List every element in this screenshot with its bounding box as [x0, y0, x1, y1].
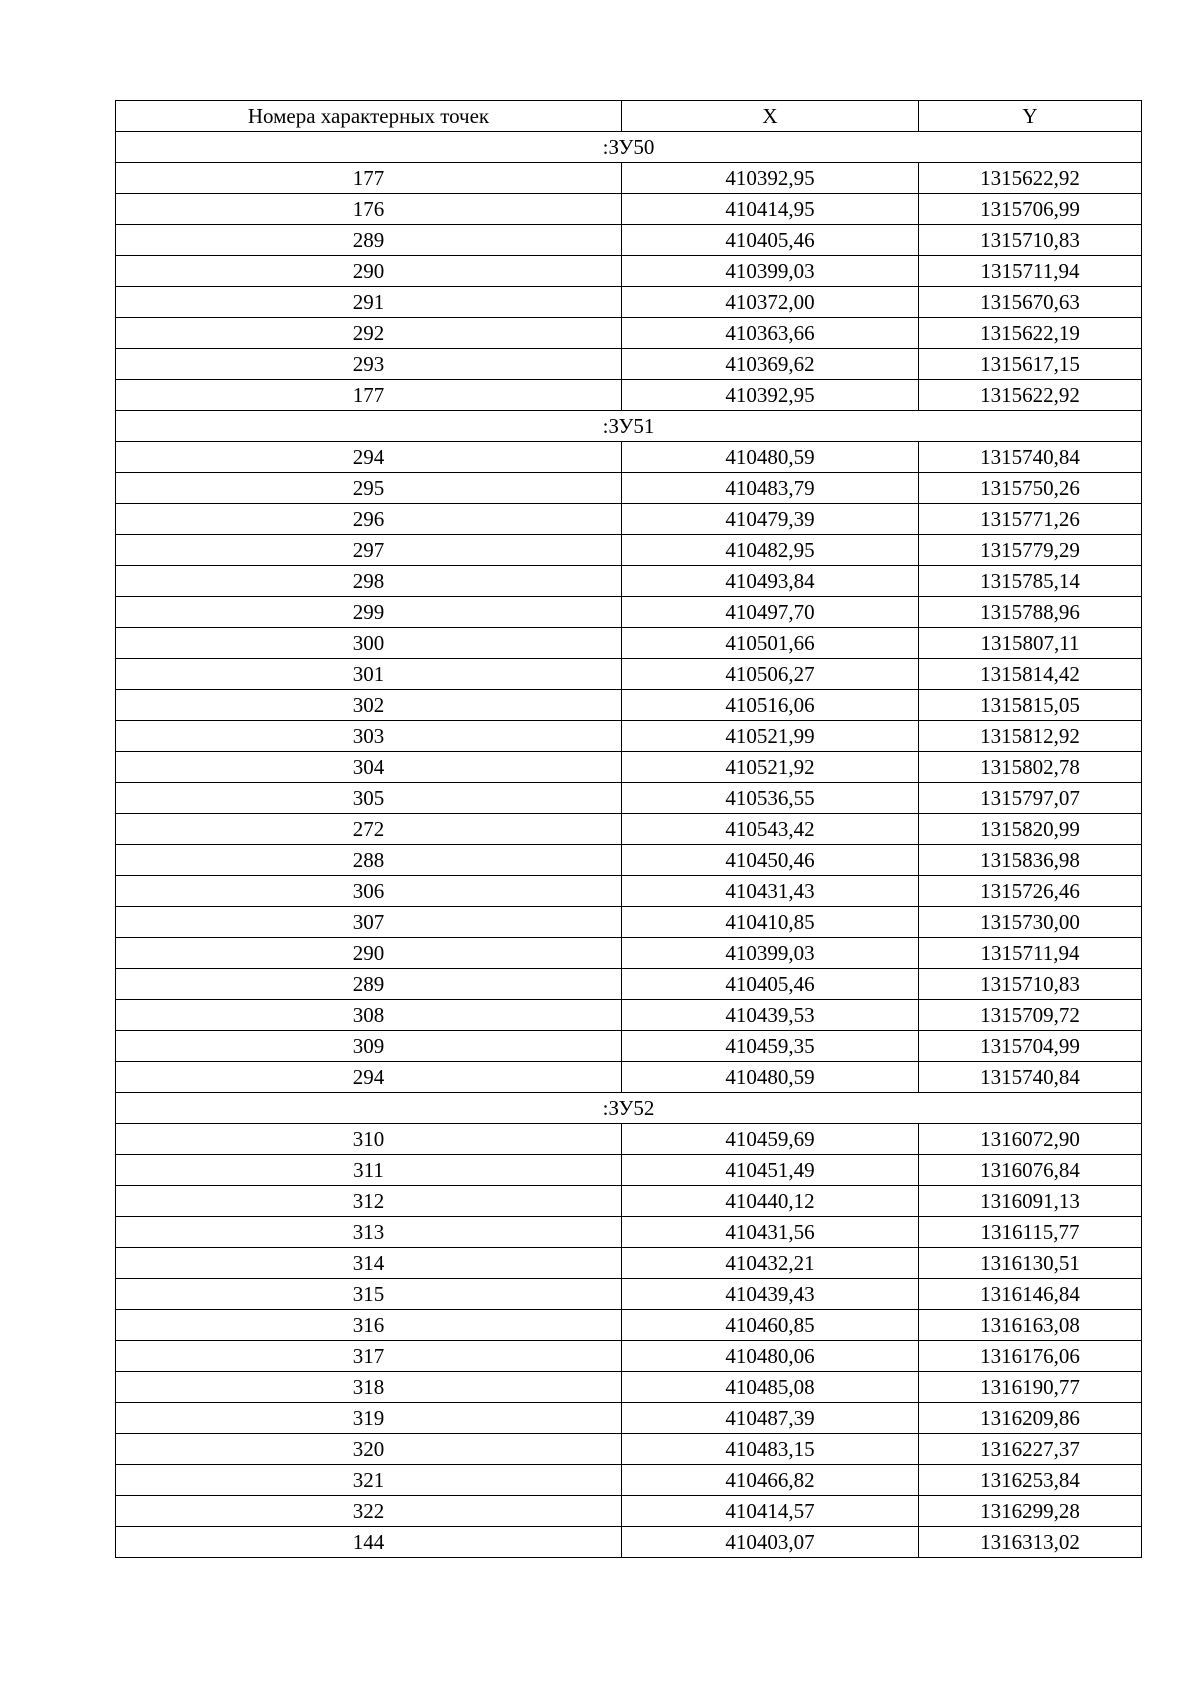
point-number-cell: 310: [116, 1124, 622, 1155]
x-coordinate-cell: 410501,66: [622, 628, 919, 659]
y-coordinate-cell: 1316253,84: [919, 1465, 1142, 1496]
point-number-cell: 313: [116, 1217, 622, 1248]
point-number-cell: 295: [116, 473, 622, 504]
y-coordinate-cell: 1315730,00: [919, 907, 1142, 938]
y-coordinate-cell: 1315711,94: [919, 256, 1142, 287]
table-row: [116, 1062, 1142, 1093]
point-number-cell: 299: [116, 597, 622, 628]
table-row: [116, 1155, 1142, 1186]
y-coordinate-cell: 1316313,02: [919, 1527, 1142, 1558]
point-number-cell: 289: [116, 969, 622, 1000]
y-coordinate-cell: 1315710,83: [919, 225, 1142, 256]
y-coordinate-cell: 1315788,96: [919, 597, 1142, 628]
table-row: [116, 628, 1142, 659]
point-number-cell: 322: [116, 1496, 622, 1527]
y-coordinate-cell: 1315750,26: [919, 473, 1142, 504]
coordinates-table: [115, 100, 1142, 1558]
y-coordinate-cell: 1315622,92: [919, 163, 1142, 194]
y-coordinate-cell: 1315815,05: [919, 690, 1142, 721]
y-coordinate-cell: 1315704,99: [919, 1031, 1142, 1062]
header-point-numbers: Номера характерных точек: [116, 101, 622, 132]
point-number-cell: 304: [116, 752, 622, 783]
y-coordinate-cell: 1315785,14: [919, 566, 1142, 597]
table-row: [116, 1310, 1142, 1341]
point-number-cell: 291: [116, 287, 622, 318]
table-row: [116, 814, 1142, 845]
section-row: [116, 1093, 1142, 1124]
x-coordinate-cell: 410414,95: [622, 194, 919, 225]
point-number-cell: 272: [116, 814, 622, 845]
y-coordinate-cell: 1315706,99: [919, 194, 1142, 225]
table-row: [116, 504, 1142, 535]
point-number-cell: 177: [116, 380, 622, 411]
x-coordinate-cell: 410431,43: [622, 876, 919, 907]
table-row: [116, 969, 1142, 1000]
x-coordinate-cell: 410460,85: [622, 1310, 919, 1341]
point-number-cell: 292: [116, 318, 622, 349]
x-coordinate-cell: 410485,08: [622, 1372, 919, 1403]
y-coordinate-cell: 1315771,26: [919, 504, 1142, 535]
y-coordinate-cell: 1315726,46: [919, 876, 1142, 907]
point-number-cell: 293: [116, 349, 622, 380]
x-coordinate-cell: 410479,39: [622, 504, 919, 535]
table-row: [116, 1124, 1142, 1155]
table-row: [116, 1465, 1142, 1496]
point-number-cell: 314: [116, 1248, 622, 1279]
x-coordinate-cell: 410543,42: [622, 814, 919, 845]
table-row: [116, 938, 1142, 969]
x-coordinate-cell: 410536,55: [622, 783, 919, 814]
x-coordinate-cell: 410439,43: [622, 1279, 919, 1310]
x-coordinate-cell: 410483,15: [622, 1434, 919, 1465]
x-coordinate-cell: 410369,62: [622, 349, 919, 380]
x-coordinate-cell: 410405,46: [622, 225, 919, 256]
y-coordinate-cell: 1316076,84: [919, 1155, 1142, 1186]
x-coordinate-cell: 410497,70: [622, 597, 919, 628]
table-row: [116, 194, 1142, 225]
x-coordinate-cell: 410432,21: [622, 1248, 919, 1279]
header-y: Y: [919, 101, 1142, 132]
table-row: [116, 163, 1142, 194]
y-coordinate-cell: 1316130,51: [919, 1248, 1142, 1279]
y-coordinate-cell: 1316072,90: [919, 1124, 1142, 1155]
table-row: [116, 752, 1142, 783]
point-number-cell: 320: [116, 1434, 622, 1465]
y-coordinate-cell: 1315814,42: [919, 659, 1142, 690]
table-row: [116, 1372, 1142, 1403]
x-coordinate-cell: 410399,03: [622, 256, 919, 287]
y-coordinate-cell: 1316190,77: [919, 1372, 1142, 1403]
y-coordinate-cell: 1315740,84: [919, 1062, 1142, 1093]
x-coordinate-cell: 410405,46: [622, 969, 919, 1000]
table-header: [116, 101, 1142, 132]
y-coordinate-cell: 1315807,11: [919, 628, 1142, 659]
y-coordinate-cell: 1315622,92: [919, 380, 1142, 411]
table-row: [116, 256, 1142, 287]
x-coordinate-cell: 410403,07: [622, 1527, 919, 1558]
point-number-cell: 298: [116, 566, 622, 597]
y-coordinate-cell: 1315812,92: [919, 721, 1142, 752]
x-coordinate-cell: 410450,46: [622, 845, 919, 876]
y-coordinate-cell: 1316091,13: [919, 1186, 1142, 1217]
table-row: [116, 1496, 1142, 1527]
table-row: [116, 1341, 1142, 1372]
x-coordinate-cell: 410392,95: [622, 380, 919, 411]
y-coordinate-cell: 1316227,37: [919, 1434, 1142, 1465]
table-row: [116, 1434, 1142, 1465]
x-coordinate-cell: 410363,66: [622, 318, 919, 349]
table-body: [116, 132, 1142, 1558]
x-coordinate-cell: 410521,92: [622, 752, 919, 783]
point-number-cell: 319: [116, 1403, 622, 1434]
point-number-cell: 290: [116, 256, 622, 287]
table-row: [116, 1031, 1142, 1062]
table-row: [116, 535, 1142, 566]
x-coordinate-cell: 410480,06: [622, 1341, 919, 1372]
x-coordinate-cell: 410493,84: [622, 566, 919, 597]
section-row: [116, 411, 1142, 442]
point-number-cell: 315: [116, 1279, 622, 1310]
x-coordinate-cell: 410482,95: [622, 535, 919, 566]
x-coordinate-cell: 410521,99: [622, 721, 919, 752]
table-row: [116, 876, 1142, 907]
x-coordinate-cell: 410483,79: [622, 473, 919, 504]
x-coordinate-cell: 410487,39: [622, 1403, 919, 1434]
x-coordinate-cell: 410399,03: [622, 938, 919, 969]
y-coordinate-cell: 1315797,07: [919, 783, 1142, 814]
y-coordinate-cell: 1316115,77: [919, 1217, 1142, 1248]
point-number-cell: 294: [116, 442, 622, 473]
point-number-cell: 288: [116, 845, 622, 876]
point-number-cell: 289: [116, 225, 622, 256]
point-number-cell: 177: [116, 163, 622, 194]
table-row: [116, 1279, 1142, 1310]
table-row: [116, 442, 1142, 473]
point-number-cell: 311: [116, 1155, 622, 1186]
table-row: [116, 566, 1142, 597]
point-number-cell: 307: [116, 907, 622, 938]
y-coordinate-cell: 1315709,72: [919, 1000, 1142, 1031]
x-coordinate-cell: 410372,00: [622, 287, 919, 318]
table-row: [116, 1403, 1142, 1434]
x-coordinate-cell: 410459,69: [622, 1124, 919, 1155]
y-coordinate-cell: 1315617,15: [919, 349, 1142, 380]
x-coordinate-cell: 410480,59: [622, 442, 919, 473]
point-number-cell: 176: [116, 194, 622, 225]
y-coordinate-cell: 1315622,19: [919, 318, 1142, 349]
point-number-cell: 144: [116, 1527, 622, 1558]
y-coordinate-cell: 1315820,99: [919, 814, 1142, 845]
point-number-cell: 301: [116, 659, 622, 690]
x-coordinate-cell: 410431,56: [622, 1217, 919, 1248]
x-coordinate-cell: 410392,95: [622, 163, 919, 194]
table-row: [116, 845, 1142, 876]
x-coordinate-cell: 410466,82: [622, 1465, 919, 1496]
y-coordinate-cell: 1316209,86: [919, 1403, 1142, 1434]
table-row: [116, 380, 1142, 411]
y-coordinate-cell: 1315836,98: [919, 845, 1142, 876]
x-coordinate-cell: 410440,12: [622, 1186, 919, 1217]
point-number-cell: 296: [116, 504, 622, 535]
table-row: [116, 659, 1142, 690]
table-row: [116, 1186, 1142, 1217]
table-row: [116, 1000, 1142, 1031]
table-row: [116, 349, 1142, 380]
x-coordinate-cell: 410480,59: [622, 1062, 919, 1093]
y-coordinate-cell: 1315711,94: [919, 938, 1142, 969]
x-coordinate-cell: 410414,57: [622, 1496, 919, 1527]
point-number-cell: 305: [116, 783, 622, 814]
table-row: [116, 1527, 1142, 1558]
x-coordinate-cell: 410516,06: [622, 690, 919, 721]
section-label: :ЗУ51: [116, 411, 1142, 442]
point-number-cell: 294: [116, 1062, 622, 1093]
table-row: [116, 597, 1142, 628]
header-row: [116, 101, 1142, 132]
x-coordinate-cell: 410439,53: [622, 1000, 919, 1031]
point-number-cell: 300: [116, 628, 622, 659]
y-coordinate-cell: 1315802,78: [919, 752, 1142, 783]
point-number-cell: 318: [116, 1372, 622, 1403]
header-x: X: [622, 101, 919, 132]
point-number-cell: 308: [116, 1000, 622, 1031]
point-number-cell: 297: [116, 535, 622, 566]
point-number-cell: 312: [116, 1186, 622, 1217]
table-row: [116, 721, 1142, 752]
y-coordinate-cell: 1315740,84: [919, 442, 1142, 473]
point-number-cell: 302: [116, 690, 622, 721]
point-number-cell: 316: [116, 1310, 622, 1341]
table-row: [116, 690, 1142, 721]
point-number-cell: 321: [116, 1465, 622, 1496]
table-row: [116, 1248, 1142, 1279]
table-row: [116, 287, 1142, 318]
table-row: [116, 1217, 1142, 1248]
section-label: :ЗУ50: [116, 132, 1142, 163]
y-coordinate-cell: 1316176,06: [919, 1341, 1142, 1372]
point-number-cell: 303: [116, 721, 622, 752]
y-coordinate-cell: 1315710,83: [919, 969, 1142, 1000]
table-row: [116, 783, 1142, 814]
table-row: [116, 225, 1142, 256]
point-number-cell: 309: [116, 1031, 622, 1062]
point-number-cell: 317: [116, 1341, 622, 1372]
table-row: [116, 473, 1142, 504]
point-number-cell: 290: [116, 938, 622, 969]
x-coordinate-cell: 410506,27: [622, 659, 919, 690]
y-coordinate-cell: 1316163,08: [919, 1310, 1142, 1341]
section-row: [116, 132, 1142, 163]
y-coordinate-cell: 1315779,29: [919, 535, 1142, 566]
table-row: [116, 318, 1142, 349]
section-label: :ЗУ52: [116, 1093, 1142, 1124]
y-coordinate-cell: 1316299,28: [919, 1496, 1142, 1527]
x-coordinate-cell: 410459,35: [622, 1031, 919, 1062]
table-row: [116, 907, 1142, 938]
y-coordinate-cell: 1316146,84: [919, 1279, 1142, 1310]
x-coordinate-cell: 410451,49: [622, 1155, 919, 1186]
point-number-cell: 306: [116, 876, 622, 907]
x-coordinate-cell: 410410,85: [622, 907, 919, 938]
y-coordinate-cell: 1315670,63: [919, 287, 1142, 318]
